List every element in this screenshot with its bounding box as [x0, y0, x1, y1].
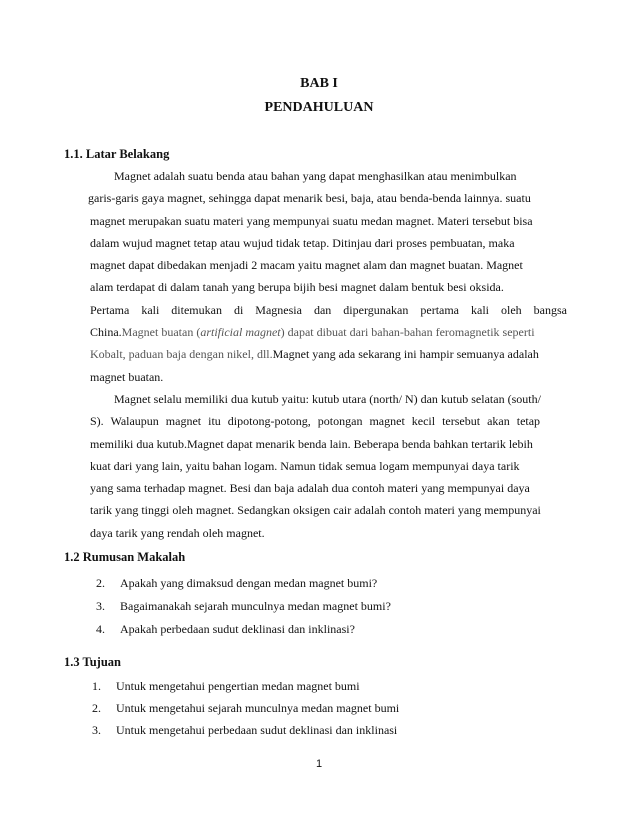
paragraph-line: magnet buatan.	[90, 369, 164, 384]
list-item	[92, 679, 360, 694]
text-dapat-dibuat: ) dapat dibuat dari bahan-bahan feromagnetik seperti	[280, 325, 535, 340]
paragraph-latar-belakang-1	[88, 165, 567, 388]
list-text: Untuk mengetahui perbedaan sudut deklinasi dan inklinasi	[116, 723, 398, 737]
list-number: 3.	[96, 599, 105, 613]
text-magnet-sekarang: Magnet yang ada sekarang ini hampir semuanya adalah	[272, 347, 539, 362]
section-heading-rumusan-makalah: 1.2 Rumusan Makalah	[64, 550, 186, 564]
list-number: 2.	[92, 701, 101, 715]
chapter-number: BAB I	[300, 76, 338, 91]
paragraph-line: yang sama terhadap magnet. Besi dan baja adalah dua contoh materi yang mempunyai daya	[90, 481, 530, 496]
text-artificial-magnet: artificial magnet	[200, 325, 281, 340]
list-item	[92, 701, 399, 716]
paragraph-line	[90, 343, 562, 365]
list-number: 1.	[92, 679, 101, 693]
paragraph-line: alam terdapat di dalam tanah yang berupa bijih besi magnet dalam bentuk besi oksida.	[90, 280, 504, 295]
list-text: Bagaimanakah sejarah munculnya medan magnet bumi?	[120, 599, 391, 613]
list-number: 3.	[92, 723, 101, 737]
paragraph-line: Magnet selalu memiliki dua kutub yaitu: kutub utara (north/ N) dan kutub selatan (south/	[114, 392, 541, 406]
paragraph-line: garis-garis gaya magnet, sehingga dapat menarik besi, baja, atau benda-benda lainnya. suatu	[88, 191, 531, 206]
list-number: 4.	[96, 622, 105, 636]
paragraph-line: Magnet adalah suatu benda atau bahan yang dapat menghasilkan atau menimbulkan	[114, 169, 517, 183]
paragraph-line: S). Walaupun magnet itu dipotong-potong, potongan magnet kecil tersebut akan tetap	[90, 414, 541, 429]
text-china: China.	[90, 325, 122, 340]
paragraph-line: magnet merupakan suatu materi yang mempunyai suatu medan magnet. Materi tersebut bisa	[90, 213, 533, 228]
text-magnet-buatan: Magnet buatan (	[121, 325, 201, 340]
chapter-title: PENDAHULUAN	[264, 100, 374, 115]
section-heading-latar-belakang: 1.1. Latar Belakang	[64, 147, 170, 161]
list-text: Untuk mengetahui pengertian medan magnet bumi	[116, 679, 360, 693]
paragraph-line	[90, 321, 562, 343]
list-number: 2.	[96, 576, 105, 590]
paragraph-line: kuat dari yang lain, yaitu bahan logam. Namun tidak semua logam mempunyai daya tarik	[90, 458, 520, 473]
section-heading-tujuan: 1.3 Tujuan	[64, 655, 121, 669]
paragraph-line: magnet dapat dibedakan menjadi 2 macam yaitu magnet alam dan magnet buatan. Magnet	[90, 258, 523, 273]
paragraph-line: memiliki dua kutub.Magnet dapat menarik benda lain. Beberapa benda bahkan tertarik lebih	[90, 436, 533, 451]
list-text: Untuk mengetahui sejarah munculnya medan magnet bumi	[116, 701, 400, 715]
list-item	[92, 723, 397, 738]
page-number: 1	[315, 758, 323, 770]
list-text: Apakah perbedaan sudut deklinasi dan inklinasi?	[120, 622, 355, 636]
list-item	[96, 599, 391, 614]
list-item	[96, 622, 355, 637]
paragraph-line: Pertama kali ditemukan di Magnesia dan dipergunakan pertama kali oleh bangsa	[90, 302, 567, 317]
paragraph-line: dalam wujud magnet tetap atau wujud tidak tetap. Ditinjau dari proses pembuatan, maka	[90, 235, 515, 250]
text-kobalt: Kobalt, paduan baja dengan nikel, dll.	[90, 347, 273, 362]
list-item	[96, 576, 377, 591]
list-text: Apakah yang dimaksud dengan medan magnet bumi?	[120, 576, 378, 590]
paragraph-line: tarik yang tinggi oleh magnet. Sedangkan oksigen cair adalah contoh materi yang mempunyai	[90, 503, 541, 518]
paragraph-line: daya tarik yang rendah oleh magnet.	[90, 525, 265, 540]
paragraph-latar-belakang-2	[90, 388, 562, 544]
